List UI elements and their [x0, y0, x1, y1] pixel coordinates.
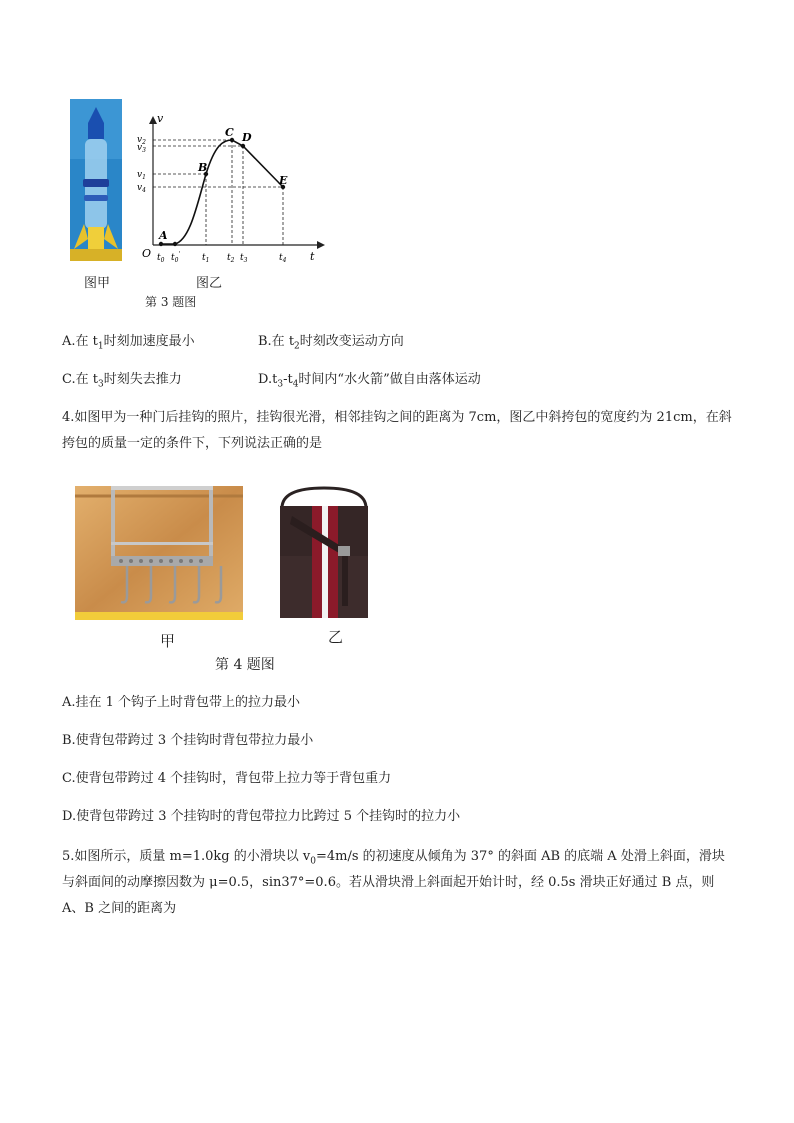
water-rocket-image — [70, 99, 122, 261]
curve-points — [159, 138, 285, 246]
fig3-caption: 第 3 题图 — [145, 295, 197, 309]
svg-text:t3: $t_3$ — [240, 253, 248, 264]
svg-text:v4: $v_4$ — [137, 183, 146, 194]
v-axis-arrow — [149, 116, 157, 124]
svg-text:t0: $t_0$ — [157, 253, 165, 264]
q4-option-d: D.使背包带跨过 3 个挂钩时的背包带拉力比跨过 5 个挂钩时的拉力小 — [62, 809, 461, 824]
door-hook-photo — [75, 486, 243, 620]
point-c-label: C — [225, 126, 234, 139]
t-tick-labels — [157, 251, 287, 264]
q4-option-a: A.挂在 1 个钩子上时背包带上的拉力最小 — [62, 695, 301, 710]
point-a-label: A — [159, 229, 168, 242]
q4-option-c: C.使背包带跨过 4 个挂钩时，背包带上拉力等于背包重力 — [62, 771, 392, 786]
t-axis-label: t — [310, 250, 315, 263]
svg-text:t0': $t_0'$ — [171, 251, 181, 264]
t-axis-arrow — [317, 241, 325, 249]
velocity-curve — [161, 140, 283, 244]
svg-text:t2: $t_2$ — [227, 253, 235, 264]
svg-text:v2: $v_2$ — [137, 135, 146, 146]
rocket-photo — [70, 99, 122, 261]
q3-option-b: B.在 $t_2$时刻改变运动方向 — [258, 334, 404, 352]
bag-photo — [272, 486, 376, 620]
v-tick-labels — [137, 135, 146, 194]
v-axis-label: v — [157, 112, 164, 125]
q3-option-a: A.在 $t_1$时刻加速度最小 — [62, 334, 195, 352]
point-e-label: E — [279, 174, 288, 187]
origin-label: O — [142, 247, 152, 260]
point-b-label: B — [198, 161, 208, 174]
q3-option-c: C.在 $t_3$时刻失去推力 — [62, 372, 182, 390]
q4-stem: 4.如图甲为一种门后挂钩的照片，挂钩很光滑，相邻挂钩之间的距离为 7cm，图乙中斜挎包的宽度约为 21cm，在斜挎包的质量一定的条件下，下列说法正确的是 — [62, 410, 732, 451]
q3-option-d: $D.t_3-t_4$时间内“水火箭”做自由落体运动 — [258, 372, 481, 390]
q4-option-b: B.使背包带跨过 3 个挂钩时背包带拉力最小 — [62, 733, 314, 748]
vt-graph — [135, 110, 335, 270]
fig3-photo-label: 图甲 — [84, 276, 111, 291]
crossbody-bag-image — [272, 486, 376, 620]
q5-stem: 5.如图所示，质量 m=1.0kg 的小滑块以 $v_0=4m/s$ 的初速度从倾角为 37° 的斜面 AB 的底端 A 处滑上斜面，滑块与斜面间的动摩擦因数为 μ=0.5，sin37°=0.6。若从滑块滑上斜面起开始计时，经 0.5s 滑块正好通过 B 点，则 A、B 之间的距离为 — [62, 849, 725, 916]
svg-text:t1: $t_1$ — [202, 253, 210, 264]
point-d-label: D — [242, 131, 252, 144]
svg-text:t4: $t_4$ — [279, 253, 287, 264]
fig4-label-yi: 乙 — [328, 628, 344, 646]
svg-text:v1: $v_1$ — [137, 170, 146, 181]
fig4-label-jia: 甲 — [160, 632, 176, 650]
door-hook-image — [75, 486, 243, 620]
fig3-graph-label: 图乙 — [196, 276, 223, 291]
guide-lines — [153, 140, 283, 245]
svg-text:v3: $v_3$ — [137, 143, 146, 154]
fig4-caption: 第 4 题图 — [215, 657, 275, 673]
